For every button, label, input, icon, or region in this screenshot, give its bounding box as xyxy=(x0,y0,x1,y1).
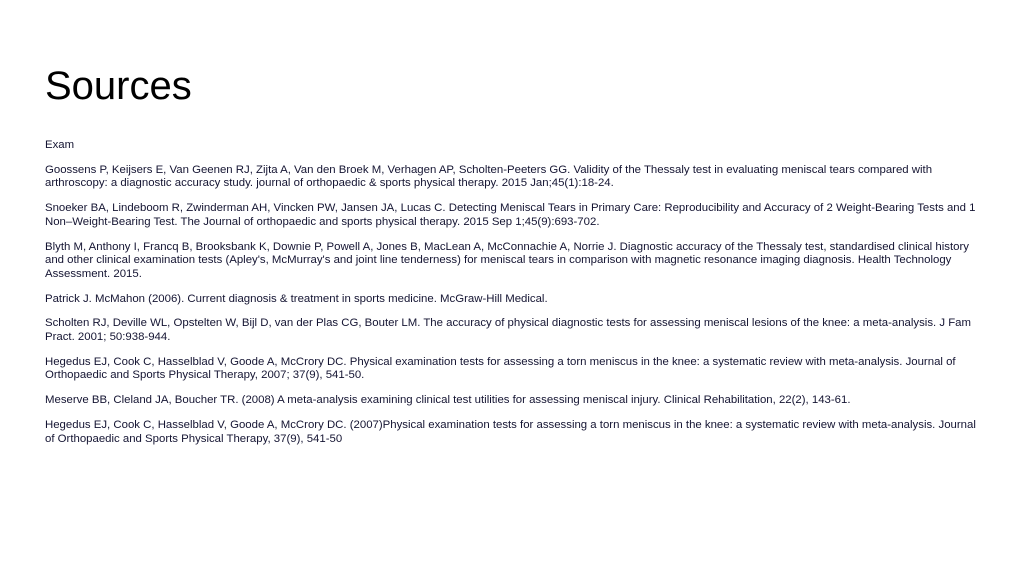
reference-snoeker-2015: Snoeker BA, Lindeboom R, Zwinderman AH, Vincken PW, Jansen JA, Lucas C. Detecting Meniscal Tears in Primary Care: Reproducibility and Accuracy of 2 Weight-Bearing Tests and 1 Non–Weight-Bearing Test. The Journal of orthopaedic and sports physical therapy. 2015 Sep 1;45(9):693-702. xyxy=(45,202,976,228)
reference-hegedus-2007a: Hegedus EJ, Cook C, Hasselblad V, Goode A, McCrory DC. Physical examination tests for assessing a torn meniscus in the knee: a systematic review with meta-analysis. Journal of Orthopaedic and Sports Physical Therapy, 2007; 37(9), 541-50. xyxy=(45,355,956,382)
reference-meserve-2008: Meserve BB, Cleland JA, Boucher TR. (2008) A meta-analysis examining clinical test utilities for assessing meniscal injury. Clinical Rehabilitation, 22(2), 143-61. xyxy=(45,394,851,407)
reference-goossens-2015: Goossens P, Keijsers E, Van Geenen RJ, Zijta A, Van den Broek M, Verhagen AP, Scholten-Peeters GG. Validity of the Thessaly test in evaluating meniscal tears compared with arthroscopy: a diagnostic accuracy study. journal of orthopaedic & sports physical therapy. 2015 Jan;45(1):18-24. xyxy=(45,163,933,190)
section-label-exam: Exam xyxy=(45,139,75,151)
sources-list xyxy=(45,139,980,457)
reference-blyth-2015: Blyth M, Anthony I, Francq B, Brooksbank K, Downie P, Powell A, Jones B, MacLean A, McConnachie A, Norrie J. Diagnostic accuracy of the Thessaly test, standardised clinical history and other clinical examination tests (Apley's, McMurray's and joint line tenderness) for meniscal tears in comparison with magnetic resonance imaging diagnosis. Health Technology Assessment. 2015. xyxy=(45,240,969,280)
reference-hegedus-2007b: Hegedus EJ, Cook C, Hasselblad V, Goode A, McCrory DC. (2007)Physical examination tests for assessing a torn meniscus in the knee: a systematic review with meta-analysis. Journal of Orthopaedic and Sports Physical Therapy, 37(9), 541-50 xyxy=(45,418,976,445)
slide-title: Sources xyxy=(45,64,192,108)
reference-scholten-2001: Scholten RJ, Deville WL, Opstelten W, Bijl D, van der Plas CG, Bouter LM. The accuracy of physical diagnostic tests for assessing meniscal lesions of the knee: a meta-analysis. J Fam Pract. 2001; 50:938-944. xyxy=(45,317,971,344)
reference-mcmahon-2006: Patrick J. McMahon (2006). Current diagnosis & treatment in sports medicine. McGraw-Hill Medical. xyxy=(45,292,548,305)
